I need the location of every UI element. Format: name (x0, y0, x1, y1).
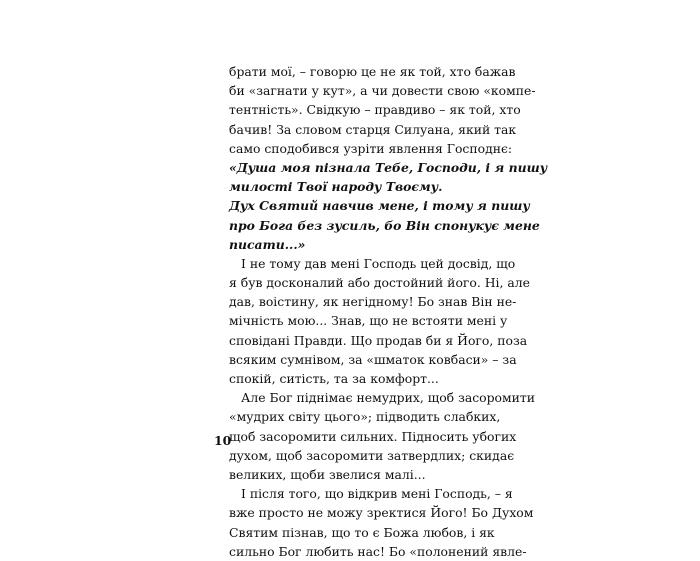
page-text-block (229, 62, 548, 561)
text-line-21: духом, щоб засоромити затвердлих; скидає (229, 447, 515, 463)
text-line-3: тентність». Свідкую – правдиво – як той, хто (229, 102, 521, 118)
text-line-22: великих, щоби звелися малі... (229, 466, 426, 482)
text-line-25: Святим пізнав, що то є Божа любов, і як (229, 524, 495, 540)
quote-line-4: про Бога без зусиль, бо Він спонукує мене (229, 217, 540, 233)
text-line-12: я був досконалий або достойний його. Ні, але (229, 275, 530, 291)
text-line-20: щоб засоромити сильних. Підносить убогих (229, 428, 517, 444)
quote-line-1: «Душа моя пізнала Тебе, Господи, і я пишу (229, 159, 548, 175)
quote-line-3: Дух Святий навчив мене, і тому я пишу (229, 198, 530, 214)
text-line-14: мічність мою... Знав, що не встояти мені у (229, 313, 508, 329)
text-line-17: спокій, ситість, та за комфорт... (229, 371, 439, 386)
text-line-1: брати мої, – говорю це не як той, хто бажав (229, 64, 516, 79)
text-line-24: вже просто не можу зректися Його! Бо Духом (229, 505, 534, 521)
text-line-5: само сподобився узріти явлення Господнє: (229, 140, 513, 156)
text-line-15: сповідані Правди. Що продав би я Його, поза (229, 332, 528, 348)
text-line-16: всяким сумнівом, за «шматок ковбаси» – за (229, 351, 517, 367)
quote-line-2: милості Твої народу Твоєму. (229, 179, 443, 195)
text-line-2: би «загнати у кут», а чи довести свою «компе- (229, 83, 536, 99)
page-number: 10 (214, 433, 232, 448)
text-line-18: Але Бог піднімає немудрих, щоб засоромити (241, 390, 536, 406)
text-line-26: сильно Бог любить нас! Бо «полонений явле- (229, 543, 527, 559)
text-line-4: бачив! За словом старця Силуана, який так (229, 121, 517, 137)
text-line-23: І після того, що відкрив мені Господь, – я (241, 486, 513, 502)
text-line-11: І не тому дав мені Господь цей досвід, що (241, 255, 516, 271)
text-line-13: дав, воістину, як негідному! Бо знав Він не- (229, 294, 517, 310)
text-line-19: «мудрих світу цього»; підводить слабких, (229, 409, 501, 425)
quote-line-5: писати...» (229, 236, 306, 252)
